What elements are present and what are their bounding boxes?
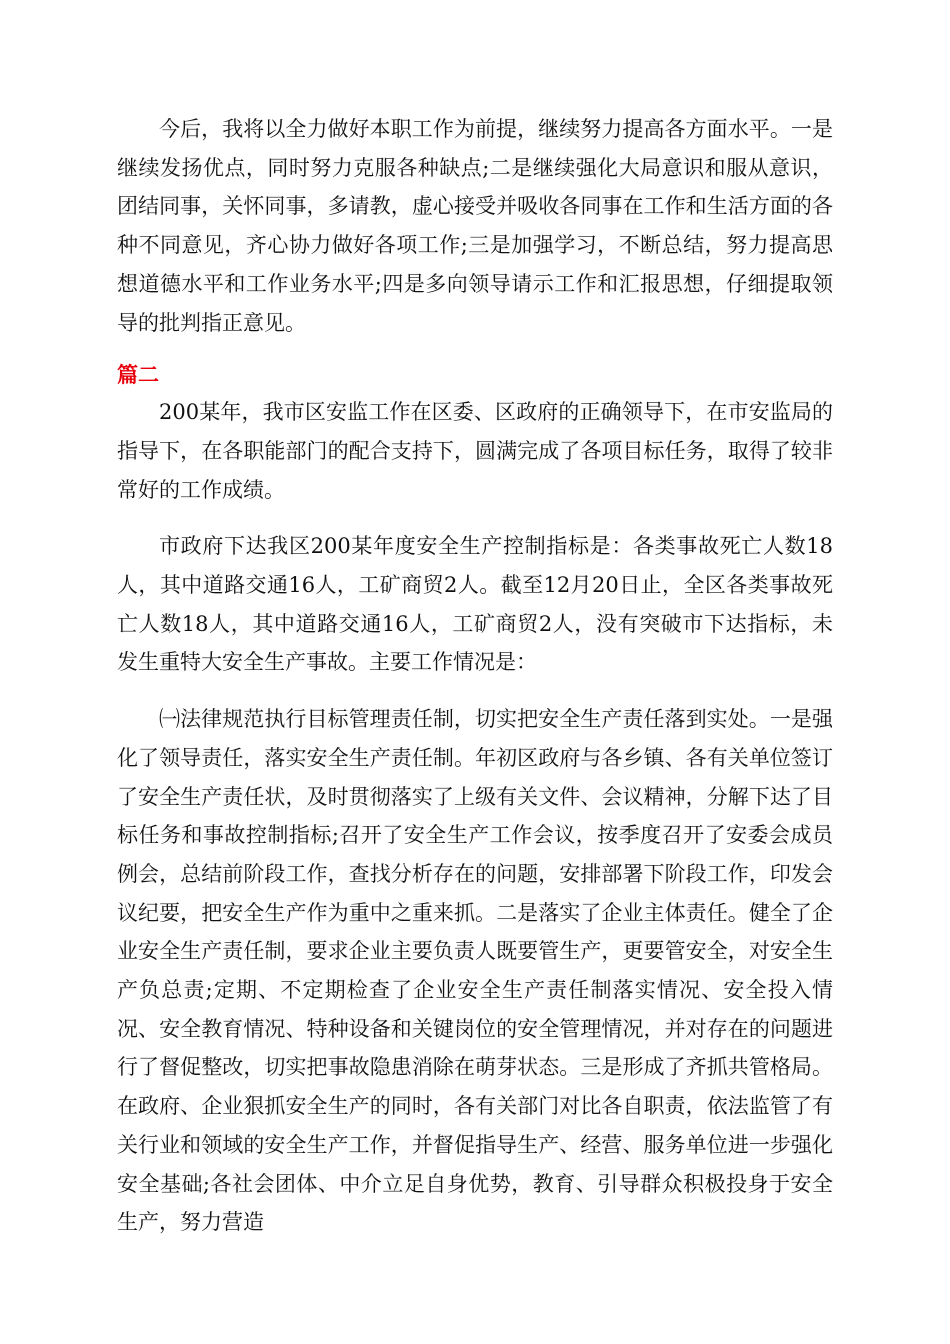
paragraph-summary: 200某年，我市区安监工作在区委、区政府的正确领导下，在市安监局的指导下，在各职能部门的配合支持下，圆满完成了各项目标任务，取得了较非常好的工作成绩。 [117,400,833,502]
paragraph-intro: 今后，我将以全力做好本职工作为前提，继续努力提高各方面水平。一是继续发扬优点，同时努力克服各种缺点;二是继续强化大局意识和服从意识，团结同事，关怀同事，多请教，虚心接受并吸收各同事在工作和生活方面的各种不同意见，齐心协力做好各项工作;三是加强学习，不断总结，努力提高思想道德水平和工作业务水平;四是多向领导请示工作和汇报思想，仔细提取领导的批判指正意见。 [117,117,833,335]
paragraph-responsibility: ㈠法律规范执行目标管理责任制，切实把安全生产责任落到实处。一是强化了领导责任，落实安全生产责任制。年初区政府与各乡镇、各有关单位签订了安全生产责任状，及时贯彻落实了上级有关文件、会议精神，分解下达了目标任务和事故控制指标;召开了安全生产工作会议，按季度召开了安委会成员例会，总结前阶段工作，查找分析存在的问题，安排部署下阶段工作，印发会议纪要，把安全生产作为重中之重来抓。二是落实了企业主体责任。健全了企业安全生产责任制，要求企业主要负责人既要管生产，更要管安全，对安全生产负总责;定期、不定期检查了企业安全生产责任制落实情况、安全投入情况、安全教育情况、特种设备和关键岗位的安全管理情况，并对存在的问题进行了督促整改，切实把事故隐患消除在萌芽状态。三是形成了齐抓共管格局。在政府、企业狠抓安全生产的同时，各有关部门对比各自职责，依法监管了有关行业和领域的安全生产工作，并督促指导生产、经营、服务单位进一步强化安全基础;各社会团体、中介立足自身优势，教育、引导群众积极投身于安全生产，努力营造 [117,707,833,1235]
section-heading: 篇二 [117,363,159,388]
document-body [117,110,833,1242]
paragraph-indicators: 市政府下达我区200某年度安全生产控制指标是：各类事故死亡人数18人，其中道路交通16人，工矿商贸2人。截至12月20日止，全区各类事故死亡人数18人，其中道路交通16人，工矿商贸2人，没有突破市下达指标，未发生重特大安全生产事故。主要工作情况是： [117,534,833,675]
